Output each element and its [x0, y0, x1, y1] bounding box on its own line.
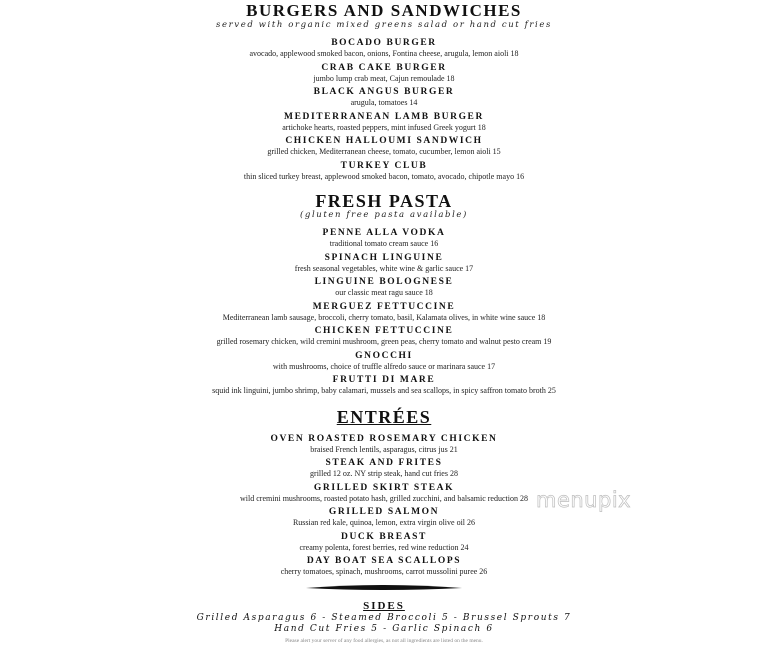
ornament-divider — [304, 583, 464, 593]
burgers-section — [0, 0, 768, 181]
menu-item — [0, 506, 768, 528]
item-description: grilled chicken, Mediterranean cheese, tomato, cucumber, lemon aioli 15 — [267, 147, 501, 156]
menu-item — [0, 433, 768, 455]
menu-item — [0, 350, 768, 372]
item-name: OVEN ROASTED ROSEMARY CHICKEN — [270, 433, 498, 444]
item-name: GRILLED SKIRT STEAK — [313, 482, 455, 493]
item-description: jumbo lump crab meat, Cajun remoulade 18 — [313, 73, 455, 83]
entrees-list — [0, 433, 768, 577]
item-name: CRAB CAKE BURGER — [321, 62, 447, 73]
pasta-list — [0, 227, 768, 396]
allergy-notice: Please alert your server of any food allergies, as not all ingredients are listed on the menu. — [285, 637, 483, 644]
item-description: arugula, tomatoes 14 — [350, 98, 418, 107]
item-description: grilled rosemary chicken, wild cremini mushroom, green peas, cherry tomato and walnut pesto cream 19 — [216, 337, 552, 346]
item-name: SPINACH LINGUINE — [324, 252, 444, 263]
item-description: fresh seasonal vegetables, white wine & garlic sauce 17 — [294, 263, 474, 273]
item-description: our classic meat ragu sauce 18 — [335, 288, 433, 297]
item-name: MEDITERRANEAN LAMB BURGER — [284, 111, 484, 122]
menu-item — [0, 111, 768, 133]
item-description: traditional tomato cream sauce 16 — [329, 239, 439, 248]
section-title-sides: SIDES — [363, 599, 405, 612]
item-description: wild cremini mushrooms, roasted potato hash, grilled zucchini, and balsamic reduction 28 — [240, 493, 528, 503]
menupix-watermark — [536, 488, 646, 524]
menu-item — [0, 135, 768, 157]
menu-item — [0, 555, 768, 577]
item-name: DAY BOAT SEA SCALLOPS — [306, 556, 462, 566]
menu-item — [0, 62, 768, 84]
section-title-burgers: BURGERS AND SANDWICHES — [246, 1, 522, 20]
section-title-pasta: FRESH PASTA — [315, 191, 453, 211]
item-name: MERGUEZ FETTUCCINE — [312, 301, 456, 312]
item-description: grilled 12 oz. NY strip steak, hand cut fries 28 — [310, 469, 458, 478]
menu-item — [0, 457, 768, 479]
sides-line: Hand Cut Fries 5 - Garlic Spinach 6 — [274, 623, 494, 634]
item-name: TURKEY CLUB — [340, 160, 428, 171]
watermark-text: menupix — [536, 488, 632, 512]
item-description: squid ink linguini, jumbo shrimp, baby calamari, mussels and sea scallops, in spicy saffron tomato broth 25 — [212, 386, 556, 395]
item-description: artichoke hearts, roasted peppers, mint infused Greek yogurt 18 — [282, 122, 486, 132]
pasta-section — [0, 192, 768, 396]
item-name: CHICKEN FETTUCCINE — [314, 326, 454, 336]
burgers-list — [0, 37, 768, 181]
menu-item — [0, 301, 768, 323]
item-name: BOCADO BURGER — [331, 38, 437, 48]
menu-item — [0, 252, 768, 274]
item-name: DUCK BREAST — [341, 531, 427, 542]
sides-line: Grilled Asparagus 6 - Steamed Broccoli 5 - Brussel Sprouts 7 — [196, 612, 572, 623]
item-description: avocado, applewood smoked bacon, onions, Fontina cheese, arugula, lemon aioli 18 — [249, 49, 519, 58]
item-description: Mediterranean lamb sausage, broccoli, cherry tomato, basil, Kalamata olives, in white wine sauce 18 — [222, 312, 546, 322]
section-subtitle-burgers: served with organic mixed greens salad or hand cut fries — [216, 20, 552, 30]
item-description: Russian red kale, quinoa, lemon, extra virgin olive oil 26 — [292, 518, 476, 527]
sides-section — [0, 599, 768, 635]
menu-item — [0, 325, 768, 347]
menu-item — [0, 86, 768, 108]
menu-item — [0, 37, 768, 59]
item-description: braised French lentils, asparagus, citrus jus 21 — [310, 444, 458, 454]
item-description: thin sliced turkey breast, applewood smoked bacon, tomato, avocado, chipotle mayo 16 — [243, 171, 525, 181]
menu-item — [0, 374, 768, 396]
item-name: GNOCCHI — [355, 350, 413, 361]
item-description: cherry tomatoes, spinach, mushrooms, carrot mussolini puree 26 — [280, 567, 488, 576]
item-name: FRUTTI DI MARE — [332, 375, 436, 385]
item-name: GRILLED SALMON — [328, 507, 440, 517]
item-name: PENNE ALLA VODKA — [322, 228, 446, 238]
item-description: creamy polenta, forest berries, red wine reduction 24 — [299, 542, 469, 552]
item-name: LINGUINE BOLOGNESE — [314, 277, 454, 287]
menu-item — [0, 276, 768, 298]
section-subtitle-pasta: (gluten free pasta available) — [300, 210, 468, 220]
menu-item — [0, 531, 768, 553]
menu-item — [0, 227, 768, 249]
item-description: with mushrooms, choice of truffle alfredo sauce or marinara sauce 17 — [272, 361, 496, 371]
entrees-section — [0, 408, 768, 577]
section-title-entrees: ENTRÉES — [336, 406, 432, 427]
item-name: CHICKEN HALLOUMI SANDWICH — [285, 136, 483, 146]
menu-item — [0, 482, 768, 504]
item-name: STEAK AND FRITES — [325, 458, 443, 468]
menu-item — [0, 160, 768, 182]
item-name: BLACK ANGUS BURGER — [313, 87, 455, 97]
